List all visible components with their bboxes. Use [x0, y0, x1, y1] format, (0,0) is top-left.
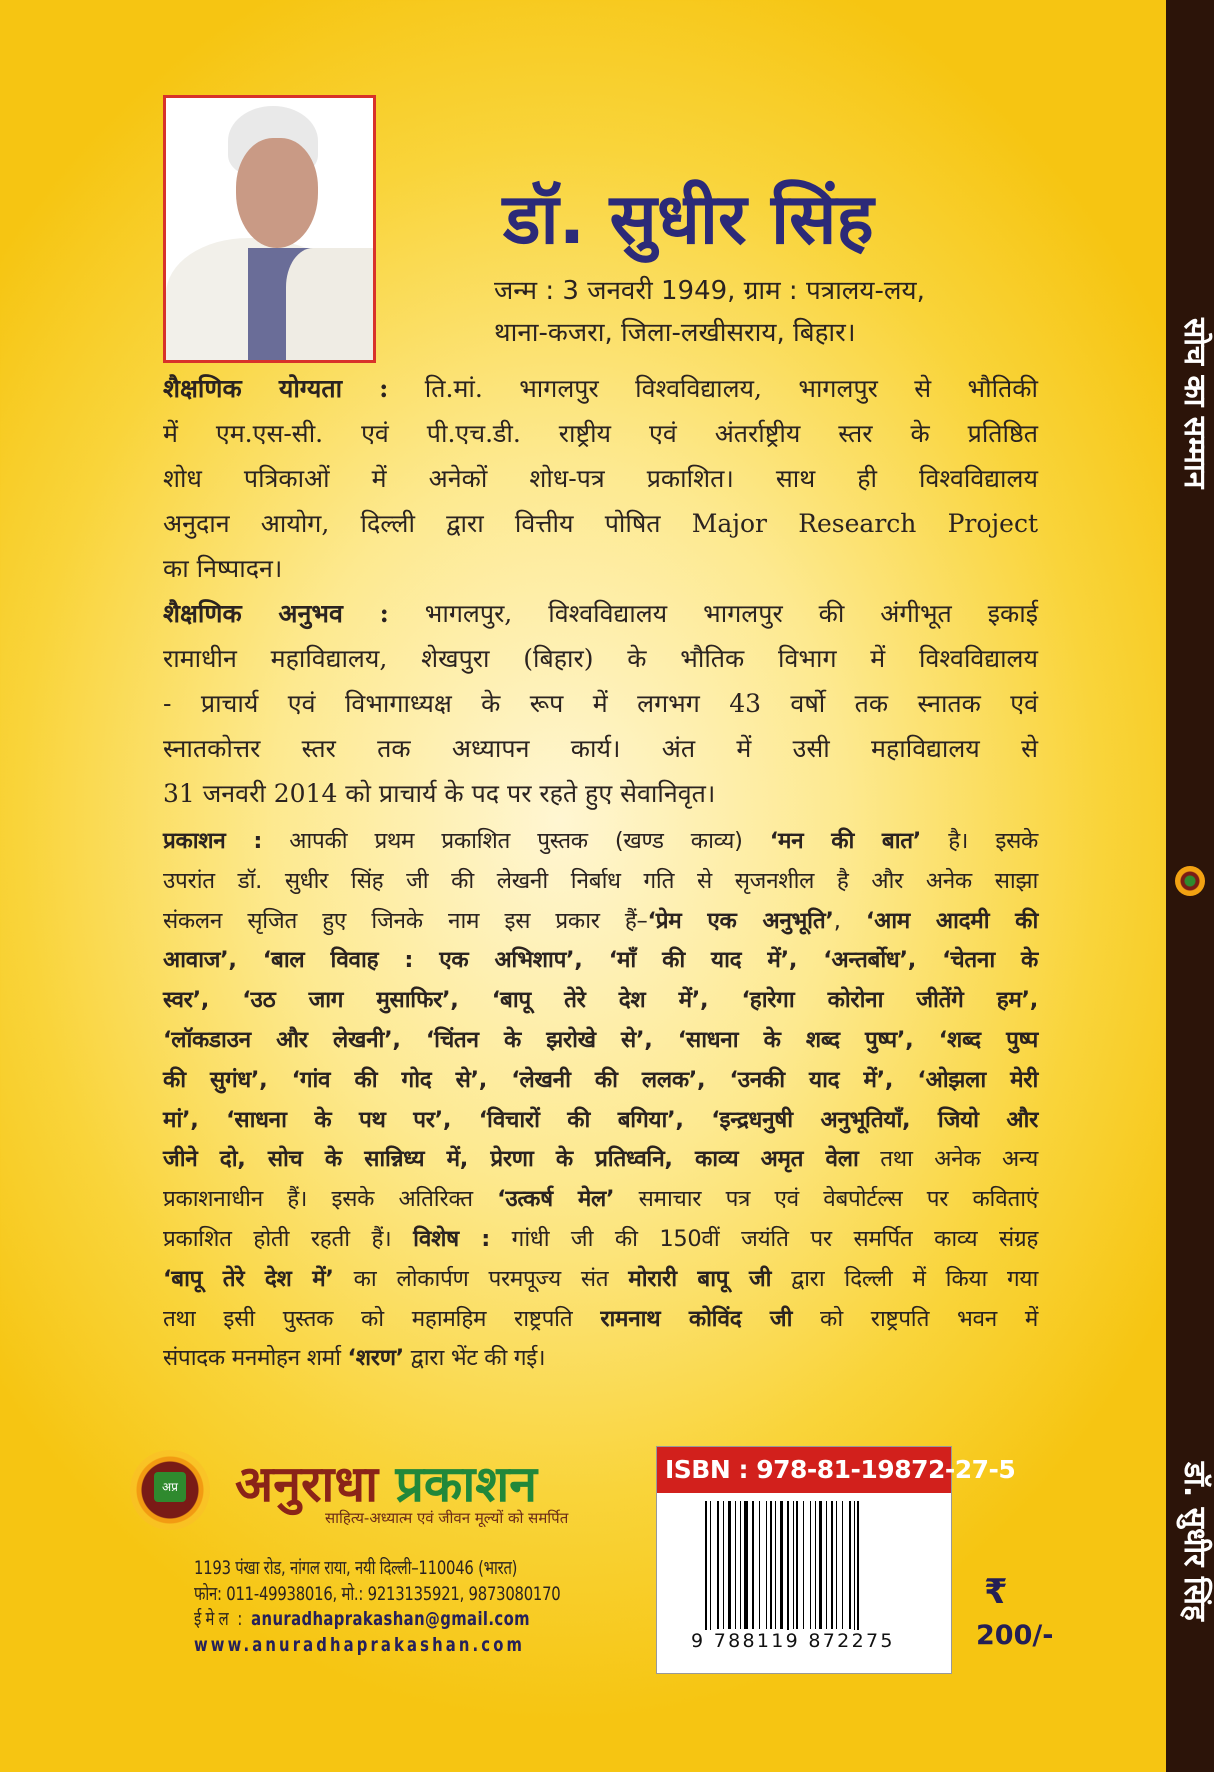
- text: संकलन सृजित हुए जिनके नाम इस प्रकार हैं–: [163, 907, 648, 934]
- barcode-bar: [780, 1501, 783, 1629]
- bold-text: जीने दो, सोच के सान्निध्य में, प्रेरणा के प्रतिध्वनि, काव्य अमृत वेला: [163, 1146, 859, 1173]
- barcode-bar: [744, 1501, 748, 1629]
- barcode-bar: [815, 1501, 816, 1629]
- barcode-bar: [810, 1501, 811, 1629]
- text-line: [163, 681, 1038, 726]
- text-line: [163, 1180, 1038, 1220]
- text-line: [163, 862, 1038, 902]
- text: द्वारा भेंट की गई।: [403, 1345, 546, 1372]
- publisher-name: [235, 1448, 537, 1516]
- email-link[interactable]: anuradhaprakashan@gmail.com: [251, 1608, 530, 1630]
- email-label: ई मे ल :: [194, 1608, 252, 1630]
- barcode-bar: [752, 1501, 754, 1629]
- text-line: [163, 1101, 1038, 1141]
- text-line: [163, 771, 1038, 816]
- text: का लोकार्पण परमपूज्य संत: [333, 1265, 629, 1292]
- publisher-name-1: अनुराधा: [235, 1455, 379, 1513]
- bold-text: ‘प्रेम एक अनुभूति’: [647, 907, 834, 934]
- text-line: [163, 941, 1038, 981]
- text-line: [163, 636, 1038, 681]
- text: ,: [833, 907, 866, 934]
- birth-line: थाना-कजरा, जिला-लखीसराय, बिहार।: [494, 318, 856, 348]
- birth-line: जन्म : 3 जनवरी 1949, ग्राम : पत्रालय-लय,: [494, 276, 925, 306]
- bold-text: ‘उत्कर्ष मेल’: [497, 1186, 615, 1213]
- isbn-label: ISBN : 978-81-19872-27-5: [657, 1447, 951, 1493]
- text-line: [163, 1140, 1038, 1180]
- rupee-icon: ₹: [984, 1572, 1008, 1612]
- text-line: [163, 1220, 1038, 1260]
- sun-emblem-icon: [130, 1450, 210, 1530]
- text-line: [163, 981, 1038, 1021]
- bold-text: स्वर’, ‘उठ जाग मुसाफिर’, ‘बापू तेरे देश में’, ‘हारेगा कोरोना जीतेंगे हम’,: [163, 987, 1038, 1014]
- text: समाचार पत्र एवं वेबपोर्टल्स पर कविताएं: [614, 1186, 1038, 1213]
- barcode-bar: [770, 1501, 772, 1629]
- publisher-emblem-icon: [1175, 866, 1205, 896]
- text: में एम.एस-सी. एवं पी.एच.डी. राष्ट्रीय एवं अंतर्राष्ट्रीय स्तर के प्रतिष्ठित: [163, 419, 1038, 448]
- barcode-bar: [857, 1501, 859, 1641]
- spine-author: डॉ. सुधीर सिंह: [1177, 1462, 1212, 1621]
- text: भागलपुर, विश्वविद्यालय भागलपुर की अंगीभूत इकाई: [388, 599, 1038, 628]
- barcode-bar: [787, 1501, 789, 1641]
- barcode-digits: 9 788119 872275: [691, 1630, 895, 1652]
- barcode-bar: [717, 1501, 719, 1629]
- text: को राष्ट्रपति भवन में: [792, 1305, 1038, 1332]
- barcode-bar: [735, 1501, 736, 1629]
- barcode-bar: [705, 1501, 707, 1641]
- text-line: [163, 822, 1038, 862]
- text-line: [163, 902, 1038, 942]
- text-line: [163, 1260, 1038, 1300]
- phone: फोन: 011-49938016, मो.: 9213135921, 9873080170: [194, 1582, 561, 1605]
- text: - प्राचार्य एवं विभागाध्यक्ष के रूप में लगभग 43 वर्षो तक स्नातक एवं: [163, 689, 1038, 718]
- email-row: [194, 1607, 561, 1633]
- birth-details: [494, 270, 925, 354]
- text-line: [163, 546, 1038, 591]
- text-line: [163, 456, 1038, 501]
- barcode: [705, 1501, 905, 1651]
- barcode-bar: [775, 1501, 776, 1629]
- bold-text: ‘बापू तेरे देश में’: [163, 1265, 334, 1292]
- publisher-contact: [194, 1556, 561, 1658]
- barcode-bar: [766, 1501, 767, 1629]
- book-spine: [1166, 0, 1214, 1772]
- text: ति.मां. भागलपुर विश्वविद्यालय, भागलपुर से भौतिकी: [388, 374, 1038, 403]
- text: द्वारा दिल्ली में किया गया: [771, 1265, 1038, 1292]
- barcode-bar: [836, 1501, 837, 1629]
- bold-text: मोरारी बापू जी: [628, 1265, 772, 1292]
- barcode-bar: [803, 1501, 804, 1629]
- text: स्नातकोत्तर स्तर तक अध्यापन कार्य। अंत में उसी महाविद्यालय से: [163, 734, 1038, 763]
- text-line: [163, 1339, 1038, 1379]
- author-name: डॉ. सुधीर सिंह: [503, 178, 874, 260]
- barcode-bar: [849, 1501, 851, 1629]
- publisher-name-2: प्रकाशन: [395, 1455, 538, 1513]
- text: उपरांत डॉ. सुधीर सिंह जी की लेखनी निर्बाध गति से सृजनशील है और अनेक साझा: [163, 867, 1038, 894]
- publications-section: [163, 822, 1038, 1379]
- text-line: [163, 1021, 1038, 1061]
- barcode-bar: [796, 1501, 798, 1629]
- price: 200/-: [976, 1620, 1054, 1651]
- bold-text: ‘शरण’: [347, 1345, 404, 1372]
- publisher-logo: [130, 1450, 610, 1530]
- text: 31 जनवरी 2014 को प्राचार्य के पद पर रहते हुए सेवानिवृत।: [163, 779, 716, 808]
- barcode-bar: [740, 1501, 741, 1629]
- barcode-bar: [831, 1501, 833, 1629]
- bold-text: की सुगंध’, ‘गांव की गोद से’, ‘लेखनी की ललक’, ‘उनकी याद में’, ‘ओझला मेरी: [163, 1066, 1038, 1093]
- author-photo: [163, 95, 376, 363]
- bold-text: प्रकाशन :: [163, 828, 263, 854]
- text: प्रकाशित होती रहती हैं।: [163, 1225, 414, 1252]
- spine-title: सोच का सम्मान: [1177, 318, 1212, 489]
- text: का निष्पादन।: [163, 554, 283, 583]
- bold-text: ‘आम आदमी की: [865, 907, 1038, 934]
- website-link[interactable]: www.anuradhaprakashan.com: [194, 1633, 526, 1656]
- bold-text: आवाज’, ‘बाल विवाह : एक अभिशाप’, ‘माँ की याद में’, ‘अन्तर्बोध’, ‘चेतना के: [163, 947, 1038, 974]
- text: है। इसके: [921, 828, 1038, 854]
- barcode-bar: [819, 1501, 822, 1629]
- text: तथा अनेक अन्य: [858, 1146, 1038, 1173]
- text-line: [163, 501, 1038, 546]
- text: शोध पत्रिकाओं में अनेकों शोध-पत्र प्रकाशित। साथ ही विश्वविद्यालय: [163, 464, 1038, 493]
- barcode-bar: [723, 1501, 724, 1629]
- barcode-bar: [728, 1501, 731, 1629]
- publisher-tagline: साहित्य-अध्यात्म एवं जीवन मूल्यों को समर्पित: [325, 1509, 569, 1527]
- bold-text: ‘मन की बात’: [769, 828, 922, 854]
- bold-text: शैक्षणिक योग्यता :: [163, 374, 389, 403]
- bold-text: विशेष :: [413, 1225, 490, 1252]
- barcode-bar: [710, 1501, 711, 1641]
- bold-text: ‘लॉकडाउन और लेखनी’, ‘चिंतन के झरोखे से’, ‘साधना के शब्द पुष्प’, ‘शब्द पुष्प: [163, 1026, 1038, 1053]
- bio-section: [163, 366, 1038, 816]
- barcode-bar: [854, 1501, 855, 1641]
- text: आपकी प्रथम प्रकाशित पुस्तक (खण्ड काव्य): [262, 828, 770, 854]
- address: 1193 पंखा रोड, नांगल राया, नयी दिल्ली–110046 (भारत): [194, 1557, 518, 1579]
- logo-text: अप्र: [154, 1472, 186, 1502]
- bold-text: मां’, ‘साधना के पथ पर’, ‘विचारों की बगिया’, ‘इन्द्रधनुषी अनुभूतियाँ, जियो और: [163, 1106, 1038, 1133]
- text-line: [163, 1300, 1038, 1340]
- text: रामाधीन महाविद्यालय, शेखपुरा (बिहार) के भौतिक विभाग में विश्वविद्यालय: [163, 644, 1038, 673]
- barcode-bar: [826, 1501, 827, 1629]
- bold-text: शैक्षणिक अनुभव :: [163, 599, 389, 628]
- text-line: [163, 366, 1038, 411]
- text: तथा इसी पुस्तक को महामहिम राष्ट्रपति: [163, 1305, 601, 1332]
- text: प्रकाशनाधीन हैं। इसके अतिरिक्त: [163, 1186, 498, 1213]
- bold-text: रामनाथ कोविंद जी: [600, 1305, 793, 1332]
- text: संपादक मनमोहन शर्मा: [163, 1345, 348, 1372]
- text-line: [163, 591, 1038, 636]
- barcode-bar: [842, 1501, 843, 1629]
- text: गांधी जी की 150वीं जयंति पर समर्पित काव्य संग्रह: [489, 1225, 1038, 1252]
- text-line: [163, 1061, 1038, 1101]
- text-line: [163, 411, 1038, 456]
- barcode-bar: [793, 1501, 794, 1629]
- barcode-bar: [759, 1501, 760, 1629]
- text-line: [163, 726, 1038, 771]
- text: अनुदान आयोग, दिल्ली द्वारा वित्तीय पोषित Major Research Project: [163, 509, 1038, 538]
